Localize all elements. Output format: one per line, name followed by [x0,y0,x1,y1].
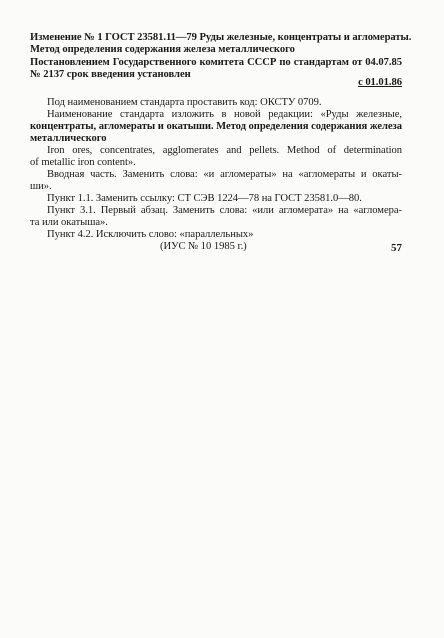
amendment-title-line-1: Изменение № 1 ГОСТ 23581.11—79 Руды железные, концентраты и агломераты. [30,32,412,43]
english-title-line-2: of metallic iron content». [30,157,136,168]
code-paragraph: Под наименованием стандарта проставить код: ОКСТУ 0709. [47,97,322,108]
clause-3-1-line-2: та или окатыша». [30,217,108,228]
source-reference: (ИУС № 10 1985 г.) [160,241,247,252]
intro-change-line-2: ши». [30,181,52,192]
clause-1-1: Пункт 1.1. Заменить ссылку: СТ СЭВ 1224—78 на ГОСТ 23581.0—80. [47,193,362,204]
clause-3-1-line-1: Пункт 3.1. Первый абзац. Заменить слова: «или агломерата» на «агломера- [47,205,402,216]
title-change-line-2: концентраты, агломераты и окатыши. Метод определения содержания железа [30,121,402,132]
english-title-line-1: Iron ores, concentrates, agglomerates and pellets. Method of determination [47,145,402,156]
title-change-line-1: Наименование стандарта изложить в новой редакции: «Руды железные, [47,109,402,120]
title-change-line-3: металлического [30,133,107,144]
amendment-title-line-2: Метод определения содержания железа металлического [30,44,295,55]
page-number: 57 [391,242,402,254]
clause-4-2: Пункт 4.2. Исключить слово: «параллельных» [47,229,254,240]
decree-line-2: № 2137 срок введения установлен [30,69,191,80]
effective-date: с 01.01.86 [358,77,402,88]
intro-change-line-1: Вводная часть. Заменить слова: «и агломераты» на «агломераты и окаты- [47,169,402,180]
decree-line-1: Постановлением Государственного комитета СССР по стандартам от 04.07.85 [30,57,402,68]
